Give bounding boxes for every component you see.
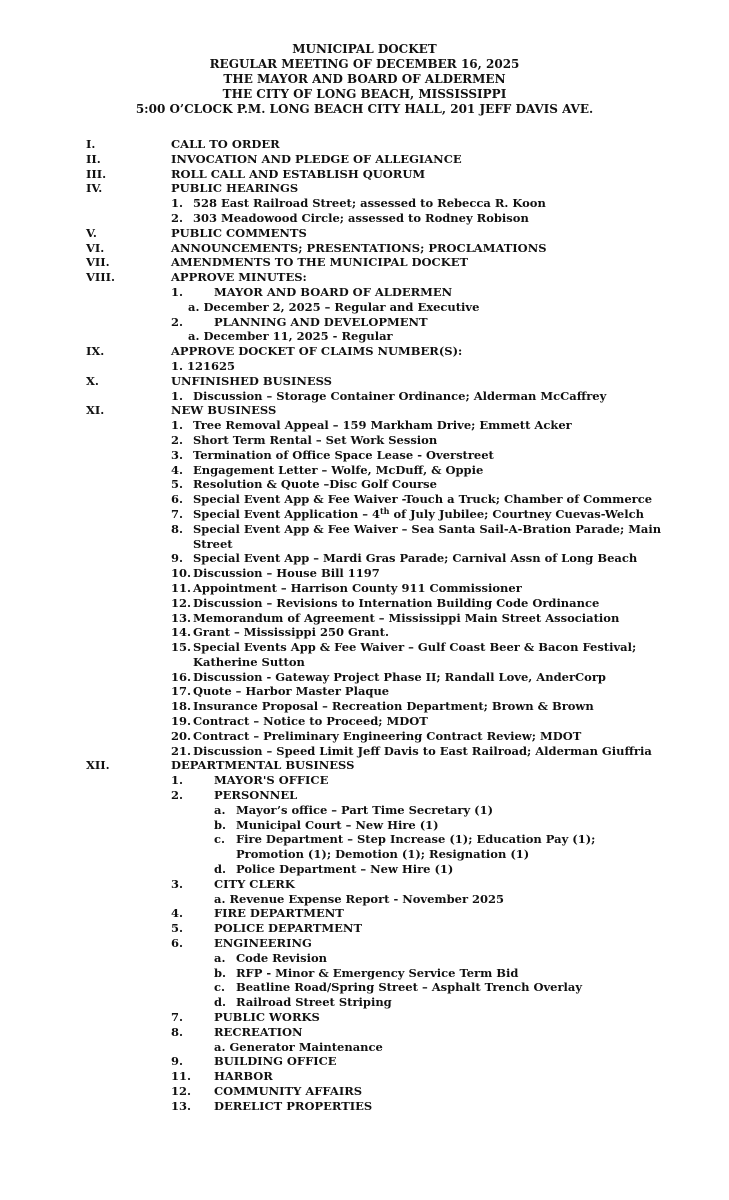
agenda-subitem — [0, 980, 729, 995]
section-title: NEW BUSINESS — [171, 403, 277, 418]
section-title: UNFINISHED BUSINESS — [171, 373, 332, 388]
item-text: PUBLIC WORKS — [214, 1010, 320, 1025]
subitem-letter: b. — [214, 817, 227, 832]
item-number: 2. — [171, 210, 184, 225]
item-number: 2. — [171, 314, 184, 329]
item-text: Special Event App & Fee Waiver -Touch a Truck; Chamber of Commerce — [193, 492, 653, 507]
subitem-text: Municipal Court – New Hire (1) — [236, 817, 439, 832]
agenda-item — [0, 773, 729, 788]
item-number: 12. — [171, 1084, 192, 1098]
agenda-item — [0, 196, 729, 211]
agenda-subitem — [0, 818, 729, 833]
agenda-subitem — [0, 329, 729, 344]
item-number: 9. — [171, 1054, 184, 1069]
agenda-subitem — [0, 1040, 729, 1055]
item-text: FIRE DEPARTMENT — [214, 906, 344, 921]
subitem-letter: d. — [214, 862, 227, 877]
item-text: PERSONNEL — [214, 788, 298, 803]
agenda-item — [0, 359, 729, 374]
subitem-letter: a. — [214, 802, 226, 817]
agenda-item — [0, 1025, 729, 1040]
item-number: 10. — [171, 566, 192, 581]
section-title: PUBLIC HEARINGS — [171, 181, 299, 196]
section-title: ROLL CALL AND ESTABLISH QUORUM — [171, 166, 426, 181]
section-title: CALL TO ORDER — [171, 137, 280, 151]
agenda-item — [0, 507, 729, 522]
item-text: Quote – Harbor Master Plaque — [193, 684, 390, 699]
subitem-letter: a. — [214, 950, 226, 965]
item-number: 14. — [171, 625, 192, 640]
item-number: 8. — [171, 521, 184, 536]
item-text: CITY CLERK — [214, 876, 295, 891]
item-number: 9. — [171, 551, 184, 566]
item-text: RECREATION — [214, 1024, 303, 1039]
agenda-item — [0, 625, 729, 640]
agenda-item — [0, 744, 729, 759]
agenda-subitem — [0, 832, 729, 847]
agenda-item — [0, 566, 729, 581]
agenda-subitem — [0, 862, 729, 877]
agenda-subitem — [0, 892, 729, 907]
subitem-text: Beatline Road/Spring Street – Asphalt Trench Overlay — [236, 980, 583, 995]
section-title: DEPARTMENTAL BUSINESS — [171, 758, 355, 773]
meeting-time-location: 5:00 O’CLOCK P.M. LONG BEACH CITY HALL, 201 JEFF DAVIS AVE. — [135, 102, 594, 116]
item-text: Insurance Proposal – Recreation Department; Brown & Brown — [193, 699, 594, 714]
item-text-part: of July Jubilee; Courtney Cuevas-Welch — [389, 506, 644, 521]
subitem-letter: d. — [214, 995, 227, 1010]
agenda-item — [0, 418, 729, 433]
section-title: INVOCATION AND PLEDGE OF ALLEGIANCE — [171, 151, 462, 166]
agenda-item — [0, 1069, 729, 1084]
agenda-subitem — [0, 951, 729, 966]
subitem-text: Mayor’s office – Part Time Secretary (1) — [236, 802, 494, 817]
agenda-section — [0, 374, 729, 389]
item-text: Special Events App & Fee Waiver – Gulf Coast Beer & Bacon Festival; — [193, 640, 637, 655]
agenda-item — [0, 788, 729, 803]
item-number: 3. — [171, 876, 184, 891]
section-number: VI. — [86, 240, 105, 255]
item-text: Termination of Office Space Lease - Overstreet — [193, 447, 494, 462]
agenda-item — [0, 492, 729, 507]
agenda-section — [0, 137, 729, 152]
section-number: XII. — [86, 758, 110, 773]
agenda-item — [0, 581, 729, 596]
subitem-text: a. December 2, 2025 – Regular and Executive — [188, 299, 480, 314]
section-title: PUBLIC COMMENTS — [171, 225, 307, 240]
item-text: 1. 121625 — [171, 358, 236, 373]
agenda-item — [0, 684, 729, 699]
subitem-text: Fire Department – Step Increase (1); Education Pay (1); — [236, 832, 596, 847]
docket-title: MUNICIPAL DOCKET — [292, 42, 437, 56]
agenda-item — [0, 448, 729, 463]
item-number: 19. — [171, 714, 192, 729]
agenda-section — [0, 152, 729, 167]
agenda-section — [0, 181, 729, 196]
item-text: Grant – Mississippi 250 Grant. — [193, 625, 389, 640]
agenda-item — [0, 463, 729, 478]
agenda-item — [0, 714, 729, 729]
item-text: Katherine Sutton — [193, 654, 305, 669]
item-number: 3. — [171, 447, 184, 462]
item-number: 21. — [171, 743, 192, 758]
item-text: Discussion - Gateway Project Phase II; Randall Love, AnderCorp — [193, 669, 606, 684]
agenda-item — [0, 877, 729, 892]
item-number: 18. — [171, 699, 192, 714]
section-number: XI. — [86, 403, 105, 418]
agenda-item — [0, 433, 729, 448]
subitem-text: Railroad Street Striping — [236, 995, 392, 1010]
docket-header — [0, 42, 729, 117]
item-text: PLANNING AND DEVELOPMENT — [214, 314, 428, 329]
item-text: Discussion – Revisions to Internation Building Code Ordinance — [193, 595, 600, 610]
agenda-item — [0, 670, 729, 685]
subitem-text: Promotion (1); Demotion (1); Resignation (1) — [236, 847, 530, 862]
section-title: AMENDMENTS TO THE MUNICIPAL DOCKET — [171, 255, 469, 270]
section-number: II. — [86, 151, 101, 166]
item-number: 8. — [171, 1024, 184, 1039]
item-text: Discussion – Storage Container Ordinance; Alderman McCaffrey — [193, 388, 607, 403]
agenda-section — [0, 403, 729, 418]
item-text — [193, 507, 644, 522]
section-number: VII. — [86, 255, 110, 270]
agenda-subitem — [0, 966, 729, 981]
item-number: 13. — [171, 610, 192, 625]
item-number: 1. — [171, 388, 184, 403]
meeting-date: REGULAR MEETING OF DECEMBER 16, 2025 — [209, 57, 520, 71]
item-text: MAYOR AND BOARD OF ALDERMEN — [214, 284, 453, 299]
subitem-letter: b. — [214, 965, 227, 980]
subitem-text: a. Revenue Expense Report - November 2025 — [214, 891, 505, 906]
agenda-section — [0, 255, 729, 270]
agenda-subitem — [0, 995, 729, 1010]
agenda-subitem — [0, 300, 729, 315]
agenda-item — [0, 522, 729, 537]
item-text: HARBOR — [214, 1069, 273, 1084]
item-number: 20. — [171, 728, 192, 743]
section-title: APPROVE DOCKET OF CLAIMS NUMBER(S): — [171, 344, 463, 359]
agenda-item-continuation — [0, 537, 729, 552]
subitem-text: a. December 11, 2025 - Regular — [188, 329, 393, 344]
agenda-list — [0, 137, 729, 1114]
item-text: Engagement Letter – Wolfe, McDuff, & Oppie — [193, 462, 484, 477]
agenda-item — [0, 921, 729, 936]
item-number: 16. — [171, 669, 192, 684]
agenda-item — [0, 1084, 729, 1099]
item-text: Resolution & Quote –Disc Golf Course — [193, 477, 437, 492]
item-text: Special Event App & Fee Waiver – Sea Santa Sail-A-Bration Parade; Main — [193, 521, 662, 536]
item-text: Contract – Preliminary Engineering Contract Review; MDOT — [193, 728, 582, 743]
item-number: 5. — [171, 921, 184, 936]
agenda-item — [0, 389, 729, 404]
item-text: 303 Meadowood Circle; assessed to Rodney Robison — [193, 210, 529, 225]
item-number: 1. — [171, 284, 184, 299]
agenda-section — [0, 270, 729, 285]
item-number: 4. — [171, 462, 184, 477]
agenda-item — [0, 1054, 729, 1069]
section-number: IV. — [86, 181, 103, 196]
agenda-item — [0, 936, 729, 951]
item-text: COMMUNITY AFFAIRS — [214, 1084, 363, 1098]
item-text: ENGINEERING — [214, 936, 312, 951]
subitem-text: RFP - Minor & Emergency Service Term Bid — [236, 965, 519, 980]
agenda-section — [0, 241, 729, 256]
item-text: Short Term Rental – Set Work Session — [193, 432, 438, 447]
section-number: III. — [86, 166, 107, 181]
subitem-text: a. Generator Maintenance — [214, 1039, 383, 1054]
item-text: Tree Removal Appeal – 159 Markham Drive; Emmett Acker — [193, 418, 572, 433]
item-text: Special Event App – Mardi Gras Parade; Carnival Assn of Long Beach — [193, 551, 638, 566]
agenda-item — [0, 1010, 729, 1025]
item-text: DERELICT PROPERTIES — [214, 1098, 373, 1113]
item-number: 5. — [171, 477, 184, 492]
agenda-item — [0, 211, 729, 226]
item-number: 11. — [171, 580, 192, 595]
item-number: 2. — [171, 788, 184, 803]
subitem-letter: c. — [214, 832, 226, 847]
item-text: Contract – Notice to Proceed; MDOT — [193, 714, 428, 729]
item-text: Appointment – Harrison County 911 Commissioner — [193, 580, 522, 595]
section-number: VIII. — [86, 270, 116, 285]
agenda-item — [0, 640, 729, 655]
item-text: Street — [193, 536, 233, 551]
agenda-subitem — [0, 803, 729, 818]
item-number: 11. — [171, 1069, 192, 1084]
item-text: POLICE DEPARTMENT — [214, 921, 363, 936]
agenda-item — [0, 285, 729, 300]
agenda-item — [0, 611, 729, 626]
agenda-subitem-continuation — [0, 847, 729, 862]
item-number: 1. — [171, 773, 184, 788]
item-text: MAYOR'S OFFICE — [214, 773, 329, 788]
subitem-text: Police Department – New Hire (1) — [236, 862, 454, 877]
item-number: 7. — [171, 1010, 184, 1025]
agenda-section — [0, 344, 729, 359]
agenda-item — [0, 729, 729, 744]
item-text: Memorandum of Agreement – Mississippi Main Street Association — [193, 610, 620, 625]
agenda-item — [0, 551, 729, 566]
agenda-section — [0, 167, 729, 182]
item-number: 1. — [171, 196, 184, 211]
item-number: 13. — [171, 1098, 192, 1113]
item-number: 2. — [171, 432, 184, 447]
item-number: 7. — [171, 506, 184, 521]
city-name: THE CITY OF LONG BEACH, MISSISSIPPI — [222, 87, 507, 101]
agenda-item — [0, 699, 729, 714]
section-number: X. — [86, 373, 99, 388]
section-title: ANNOUNCEMENTS; PRESENTATIONS; PROCLAMATIONS — [171, 240, 547, 255]
item-text: 528 East Railroad Street; assessed to Rebecca R. Koon — [193, 196, 546, 211]
item-number: 4. — [171, 906, 184, 921]
item-text: Discussion – Speed Limit Jeff Davis to East Railroad; Alderman Giuffria — [193, 743, 652, 758]
section-title: APPROVE MINUTES: — [171, 270, 307, 285]
agenda-item — [0, 906, 729, 921]
section-number: I. — [86, 137, 96, 151]
section-number: V. — [86, 225, 97, 240]
ordinal-suffix: th — [379, 505, 390, 516]
item-text: Discussion – House Bill 1197 — [193, 566, 380, 581]
item-number: 12. — [171, 595, 192, 610]
item-number: 6. — [171, 492, 184, 507]
agenda-item-continuation — [0, 655, 729, 670]
agenda-section — [0, 758, 729, 773]
item-number: 15. — [171, 640, 192, 655]
agenda-section — [0, 226, 729, 241]
item-number: 17. — [171, 684, 192, 699]
agenda-item — [0, 1099, 729, 1114]
item-number: 6. — [171, 936, 184, 951]
agenda-item — [0, 477, 729, 492]
item-text-part: Special Event Application – 4 — [193, 506, 380, 521]
item-number: 1. — [171, 418, 184, 433]
subitem-letter: c. — [214, 980, 226, 995]
agenda-item — [0, 315, 729, 330]
section-number: IX. — [86, 344, 105, 359]
item-text: BUILDING OFFICE — [214, 1054, 337, 1069]
agenda-item — [0, 596, 729, 611]
board-name: THE MAYOR AND BOARD OF ALDERMEN — [223, 72, 506, 86]
subitem-text: Code Revision — [236, 950, 327, 965]
